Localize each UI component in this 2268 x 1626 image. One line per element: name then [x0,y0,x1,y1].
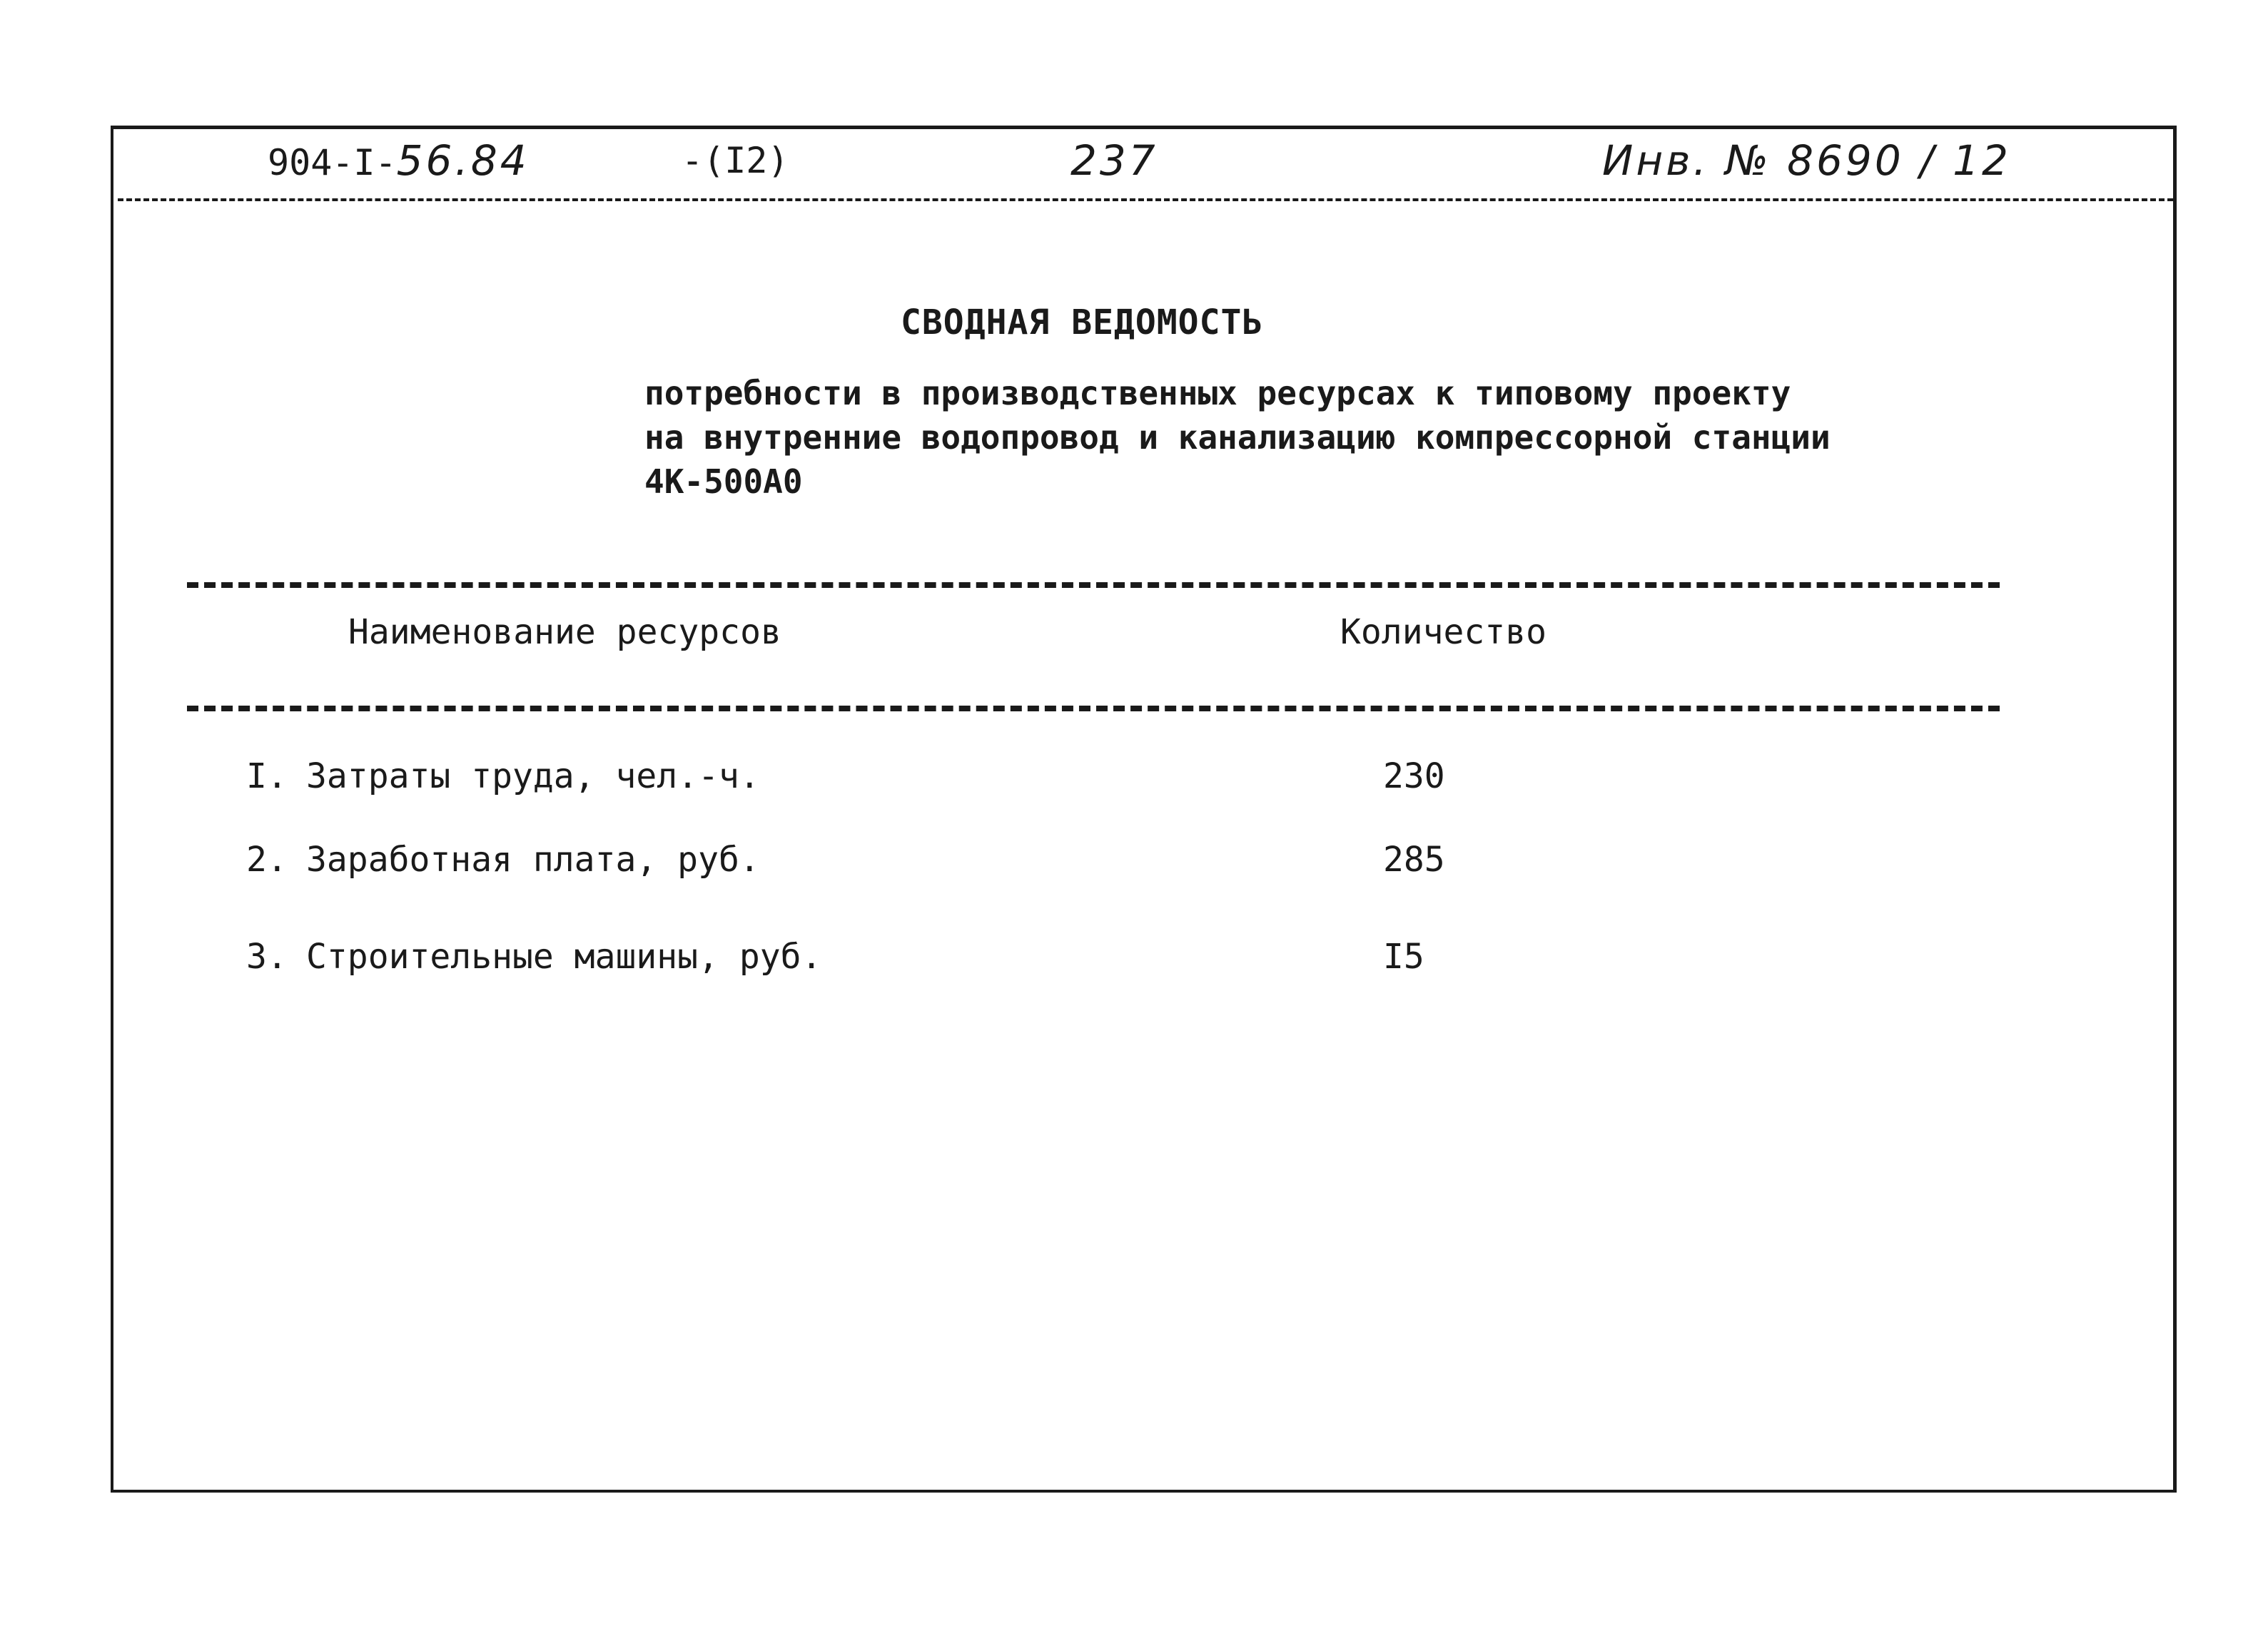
table-row [246,937,821,977]
table-top-rule [187,582,2000,588]
document-subtitle [644,371,1831,504]
document-code-handwritten: 56.84 [396,136,530,185]
document-title: СВОДНАЯ ВЕДОМОСТЬ [901,303,1264,342]
page-number: 237 [1070,136,1158,185]
document-code-printed: 904-I- [268,142,397,183]
row-number: I. [246,756,288,796]
header-divider [118,198,2173,201]
subtitle-line: на внутренние водопровод и канализацию компрессорной станции [644,418,1831,457]
column-header-name: Наименование ресурсов [348,612,781,652]
row-quantity: 230 [1383,756,1445,796]
document-part: -(I2) [682,140,789,181]
row-number: 2. [246,840,288,880]
row-quantity: I5 [1383,937,1424,977]
table-row [246,756,760,796]
column-header-quantity: Количество [1340,612,1546,652]
row-name: Заработная плата, руб. [306,840,760,880]
row-quantity: 285 [1383,840,1445,880]
row-number: 3. [246,937,288,977]
subtitle-line: потребности в производственных ресурсах к типовому проекту [644,374,1791,412]
subtitle-line: 4К-500А0 [644,462,803,501]
inventory-number: Инв. № 8690 / 12 [1602,136,2011,185]
table-header-rule [187,706,2000,711]
row-name: Затраты труда, чел.-ч. [306,756,760,796]
table-row [246,840,760,880]
document-code [268,136,530,188]
row-name: Строительные машины, руб. [306,937,822,977]
